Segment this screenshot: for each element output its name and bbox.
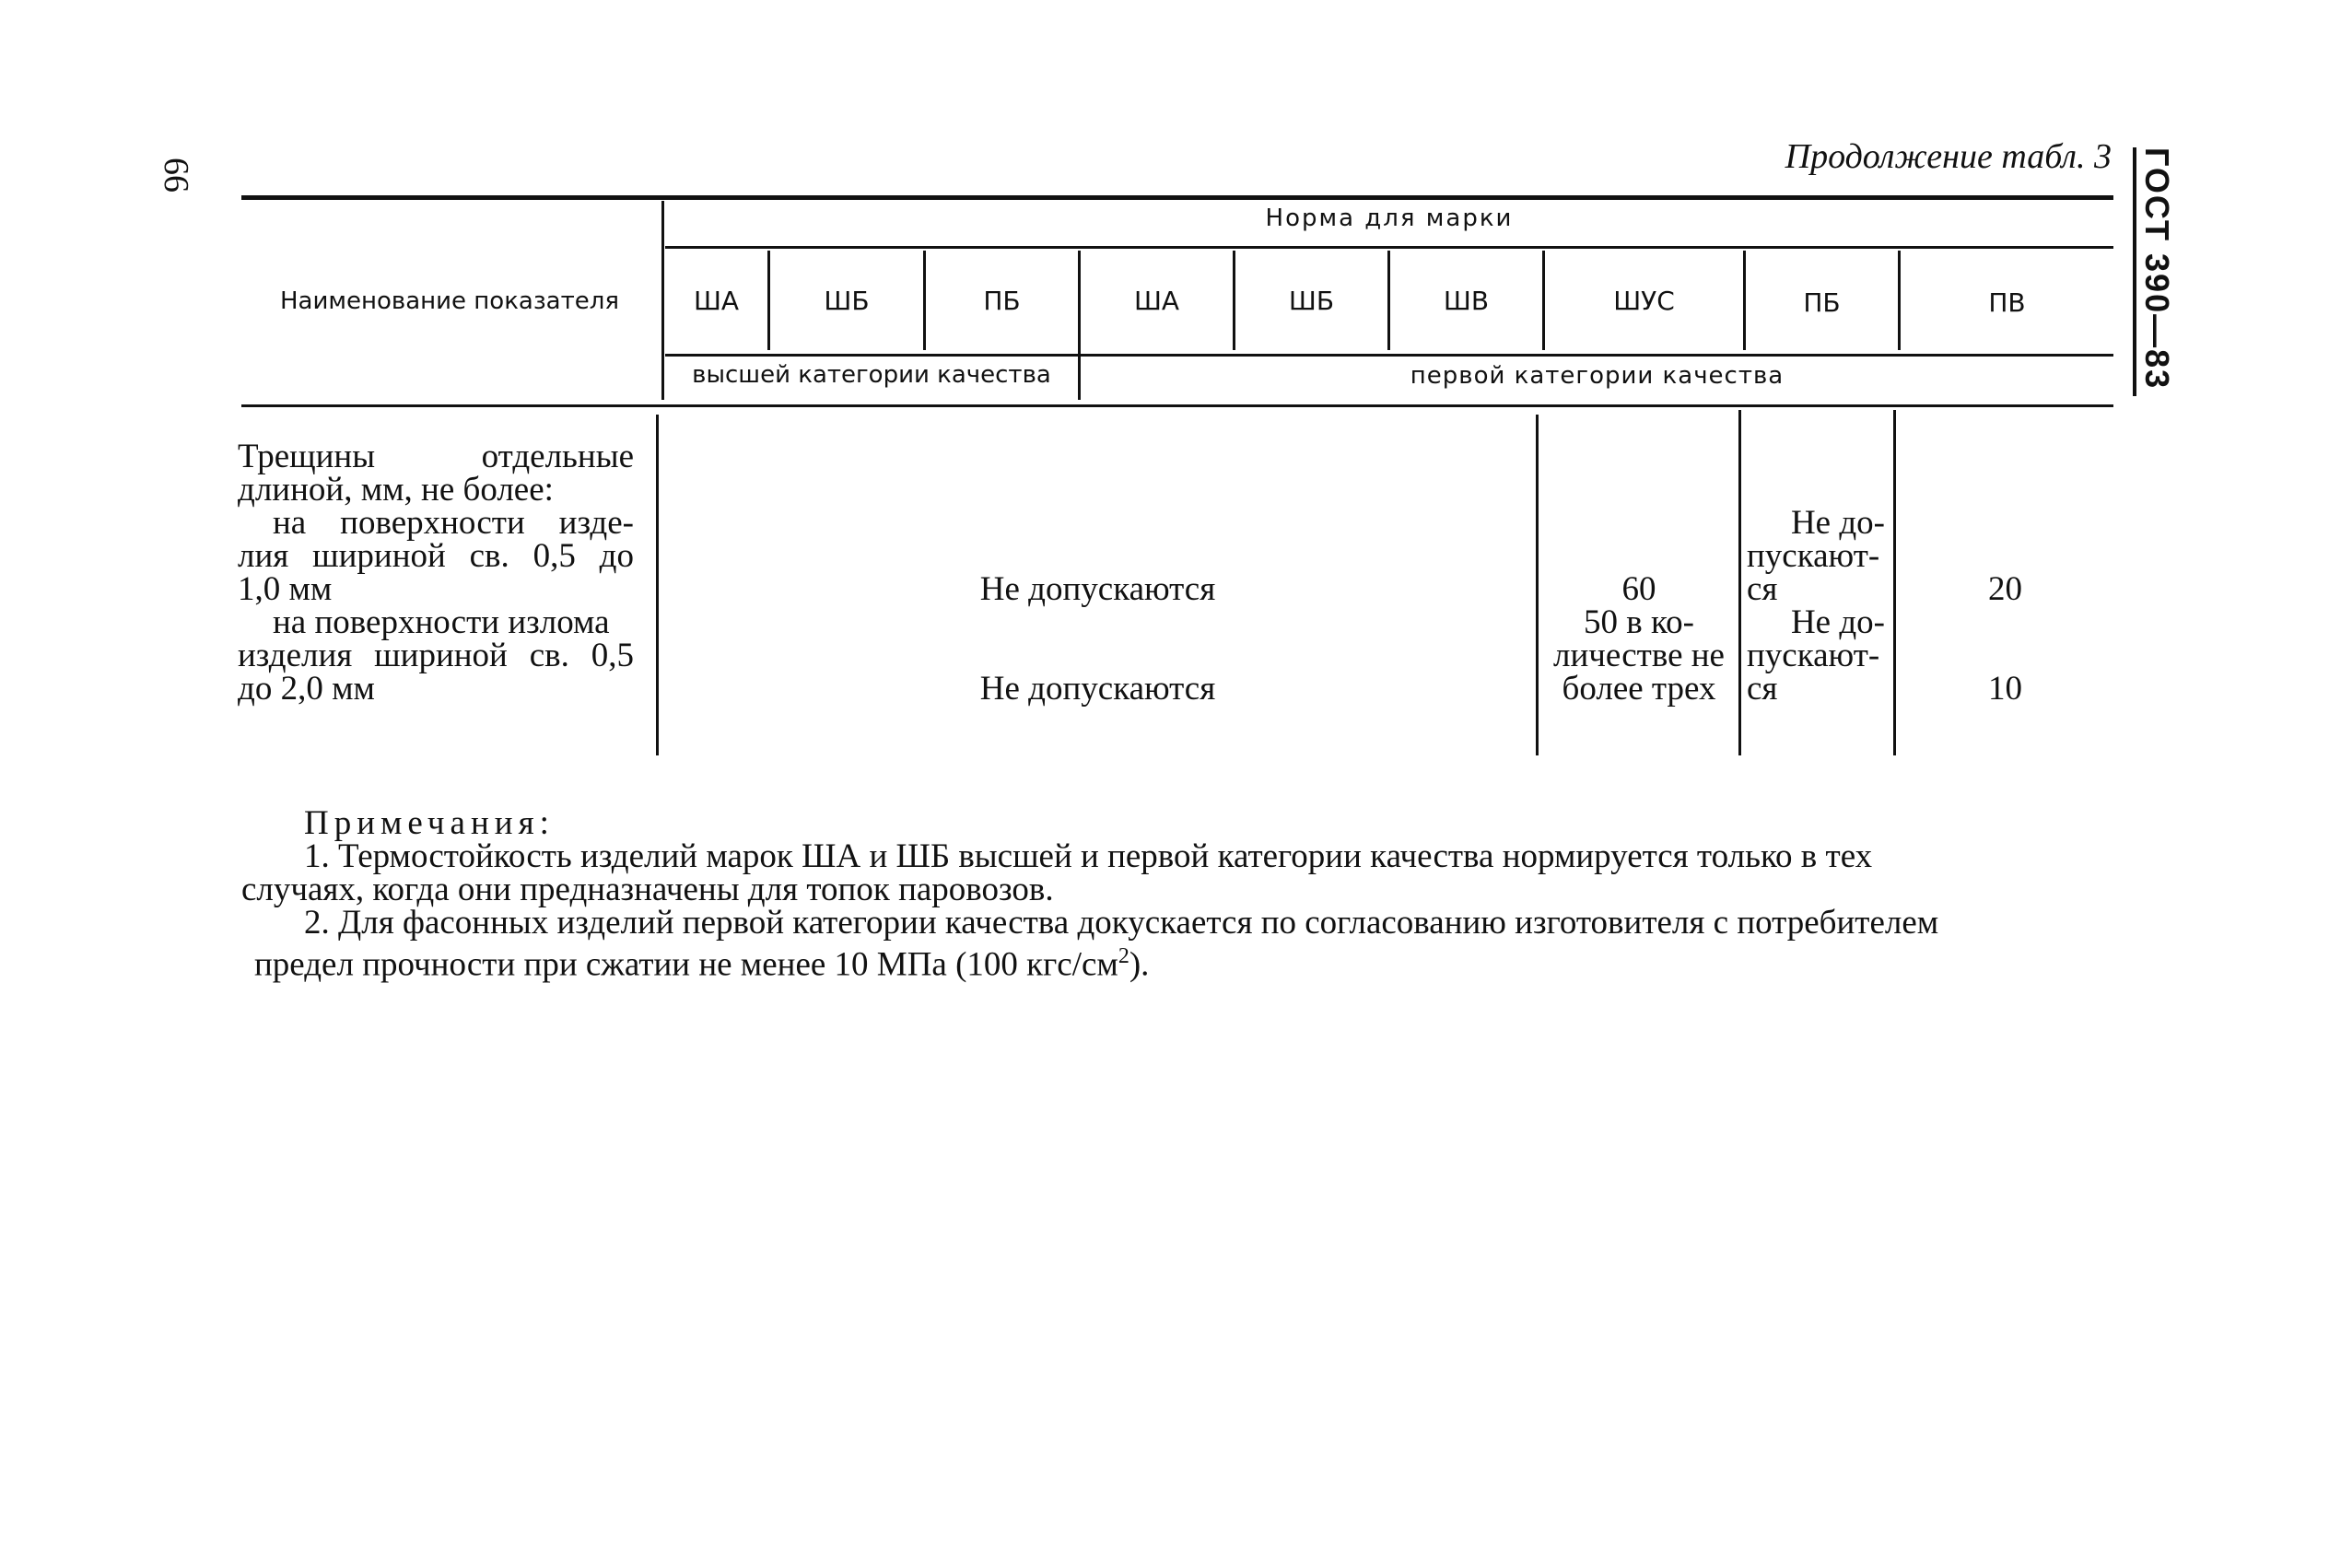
category-highest: высшей категории качества <box>692 361 1051 389</box>
grade-label: ПБ <box>983 286 1021 316</box>
norm-header-rule <box>665 246 2113 249</box>
body-divider <box>1536 415 1539 755</box>
pb-value-2 <box>1747 603 1885 708</box>
note-2-text-end: ). <box>1129 945 1150 984</box>
standard-code: ГОСТ 390—83 <box>2138 147 2176 391</box>
pb-value-1 <box>1747 504 1885 608</box>
pv-value-1: 20 <box>1988 570 2022 608</box>
cell-line: пускают- <box>1747 537 1880 575</box>
row-label-line: до 2,0 мм <box>238 670 375 708</box>
row-label-line: на поверхности изде- <box>273 504 634 542</box>
row-label-line: на поверхности излома <box>273 603 610 641</box>
grade-label: ПВ <box>1988 287 2026 318</box>
cell-line: 50 в ко- <box>1584 603 1694 641</box>
row-label-line: лия шириной св. 0,5 до <box>238 537 634 575</box>
grade-label: ПБ <box>1803 287 1841 318</box>
table-continuation-caption: Продолжение табл. 3 <box>1785 137 2112 176</box>
row-label-line: изделия шириной св. 0,5 <box>238 637 634 674</box>
cell-line: пускают- <box>1747 637 1880 674</box>
header-bottom-rule <box>241 404 2113 407</box>
cell-line: Не до- <box>1790 603 1885 641</box>
row-label-line: Трещины отдельные <box>238 438 634 475</box>
row-label <box>238 440 634 706</box>
not-allowed-merged-2: Не допускаются <box>979 670 1216 708</box>
grade-label: ША <box>693 286 740 316</box>
grade-label: ШВ <box>1443 286 1490 316</box>
grade-label: ШУС <box>1613 286 1675 316</box>
cell-line: более трех <box>1562 670 1716 708</box>
page-number: 66 <box>157 158 195 193</box>
row-label-line: длиной, мм, не более: <box>238 471 554 509</box>
body-divider <box>656 415 659 755</box>
norm-header: Норма для марки <box>1265 205 1514 232</box>
category-rule <box>665 354 2113 357</box>
cell-line: ся <box>1747 670 1778 708</box>
notes-title: Примечания: <box>304 804 555 842</box>
note-2-superscript: 2 <box>1118 944 1129 968</box>
pv-value-2: 10 <box>1988 670 2022 708</box>
shus-value-1: 60 <box>1621 570 1656 608</box>
cell-line: ся <box>1747 570 1778 608</box>
note-2-text: предел прочности при сжатии не менее 10 МПа (100 кгс/см <box>254 945 1118 984</box>
grade-label: ША <box>1133 286 1180 316</box>
note-2-line-1: 2. Для фасонных изделий первой категории качества докускается по согласованию изготовителя с потребителем <box>304 904 1939 942</box>
row-label-line: 1,0 мм <box>238 570 333 608</box>
body-divider <box>1738 410 1741 755</box>
not-allowed-merged-1: Не допускаются <box>979 570 1216 608</box>
grade-label: ШБ <box>824 286 870 316</box>
cell-line: личестве не <box>1553 637 1725 674</box>
param-header: Наименование показателя <box>279 287 619 315</box>
body-divider <box>1893 410 1896 755</box>
table-top-rule <box>241 195 2113 200</box>
param-column-divider <box>661 201 664 400</box>
note-2-line-2 <box>254 940 1150 984</box>
category-first: первой категории качества <box>1410 362 1785 390</box>
shus-value-2 <box>1539 603 1738 708</box>
note-1-line-1: 1. Термостойкость изделий марок ША и ШБ высшей и первой категории качества нормируется только в тех <box>304 837 1873 875</box>
cell-line: Не до- <box>1790 504 1885 542</box>
grade-label: ШБ <box>1288 286 1335 316</box>
note-1-line-2: случаях, когда они предназначены для топок паровозов. <box>241 871 1054 908</box>
